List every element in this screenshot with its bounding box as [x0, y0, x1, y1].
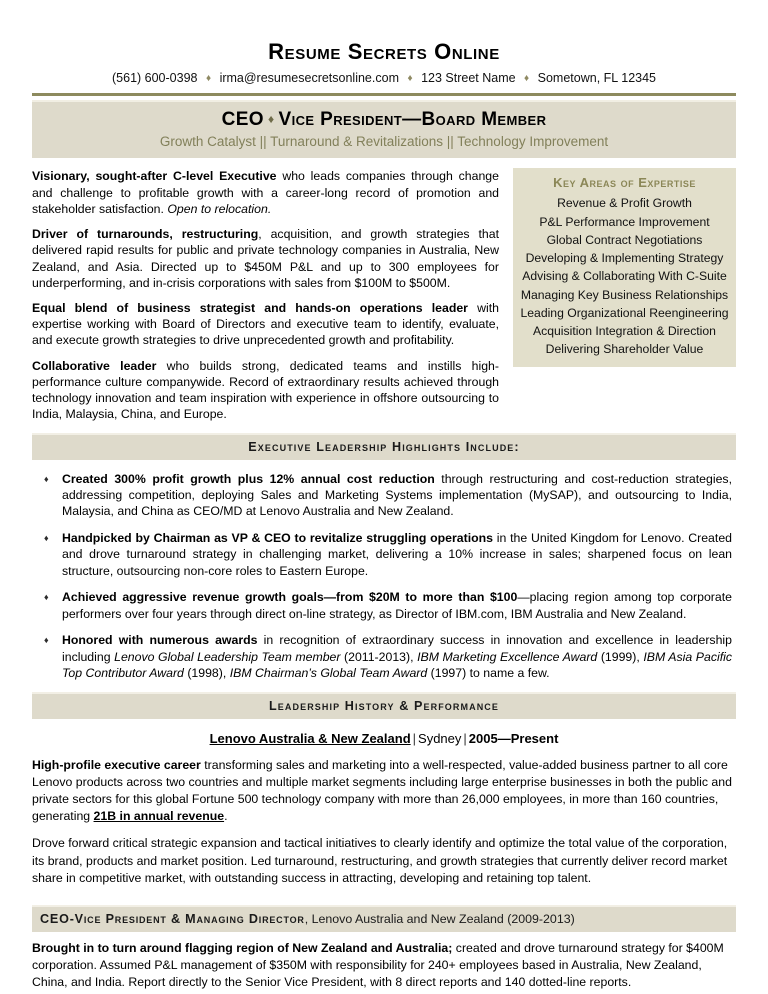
list-item: [36, 471, 732, 520]
role-subtitle: , Lenovo Australia and New Zealand (2009-2013): [304, 912, 575, 926]
list-item-text: [62, 471, 732, 520]
header-divider: [32, 93, 736, 96]
list-item: [36, 632, 732, 681]
list-item-bold: Achieved aggressive revenue growth goals—from $20M to more than $100: [62, 590, 518, 605]
spacer: [32, 682, 736, 692]
bullet-diamond-icon: ♦: [44, 473, 49, 484]
history-paragraph: Drove forward critical strategic expansion and tactical initiatives to clearly identify and optimize the total value of the corporation, its brand, products and market position. Led turnaround, restructuring, and growth strategies that currently deliver record market share in competitive market, with outstanding success in attracting, developing and retaining top talent.: [32, 836, 728, 885]
contact-street: 123 Street Name: [421, 71, 516, 86]
key-area-item: Revenue & Profit Growth: [557, 196, 692, 211]
headline-subtitle: Growth Catalyst || Turnaround & Revitalizations || Technology Improvement: [159, 134, 609, 150]
summary-italic-tail: Open to relocation.: [167, 201, 272, 216]
list-item: [36, 589, 732, 622]
job-company: Lenovo Australia & New Zealand: [209, 730, 411, 746]
summary-column: [32, 168, 513, 422]
list-item-text: [62, 632, 732, 681]
job-heading: [32, 731, 736, 748]
summary-paragraph: [32, 168, 499, 217]
diamond-separator-icon: ♦: [205, 73, 212, 85]
role-paragraph: [32, 940, 736, 992]
history-body: transforming sales and marketing into a well-respected, value-added business partner to all core Lenovo products across two countries and multiple market segments including large enterprise businesses in both the public and private sectors for this global Fortune 500 technology company with more than 26,000 employees, in more than 160 countries, generating: [32, 757, 732, 824]
summary-lead: Visionary, sought-after C-level Executive: [32, 169, 277, 184]
key-area-item: Developing & Implementing Strategy: [525, 251, 724, 266]
summary-paragraph: [32, 226, 499, 291]
contact-email[interactable]: irma@resumesecretsonline.com: [219, 71, 399, 86]
summary-lead: Driver of turnarounds, restructuring: [32, 227, 259, 242]
section-bar-role: [32, 905, 736, 932]
history-paragraph: [32, 757, 736, 826]
headline-title: [38, 109, 730, 131]
list-item-bold: Handpicked by Chairman as VP & CEO to revitalize struggling operations: [62, 530, 494, 545]
diamond-separator-icon: ♦: [407, 73, 413, 85]
summary-body: with expertise working with Board of Directors and executive team to identify, evaluate, and execute growth strategies to drive unprecedented growth and profitability.: [32, 301, 499, 348]
summary-paragraph: [32, 358, 499, 423]
spacer: [32, 932, 736, 940]
list-item-text: [62, 530, 732, 579]
headline-part-one: CEO: [221, 109, 264, 131]
bullet-diamond-icon: ♦: [44, 592, 49, 603]
key-areas-title: Key Areas of Expertise: [553, 175, 696, 191]
list-item-rest: through restructuring and cost-reduction strategies, addressing competition, deploying Sales and Marketing Systems implementation (MySAP), and outsourcing to India, Malaysia, and China as CEO/MD at Lenovo Australia and New Zealand.: [62, 471, 732, 519]
section-bar-highlights: Executive Leadership Highlights Include:: [32, 433, 736, 460]
role-body: created and drove turnaround strategy for $400M corporation. Assumed P&L management of $350M with responsibility for 240+ employees based in Australia, New Zealand, China, and India. Report directly to the Senior Vice President, with 8 direct reports and 140 dotted-line reports.: [32, 941, 724, 990]
contact-phone: (561) 600-0398: [112, 71, 198, 86]
contact-city-state-zip: Sometown, FL 12345: [537, 71, 656, 86]
bullet-diamond-icon: ♦: [44, 532, 49, 543]
key-area-item: Global Contract Negotiations: [546, 232, 703, 247]
headline-diamond-icon: ♦: [267, 112, 275, 127]
job-city: Sydney: [418, 730, 462, 746]
job-dates: 2005—Present: [468, 730, 559, 746]
contact-line: [32, 70, 736, 91]
award-year: (1999),: [597, 649, 644, 664]
highlights-list: [32, 471, 736, 682]
key-area-item: Managing Key Business Relationships: [520, 287, 729, 302]
summary-lead: Equal blend of business strategist and hands-on operations leader: [32, 301, 468, 315]
award-year: (1997) to name a few.: [427, 666, 550, 681]
summary-body: who builds strong, dedicated teams and instills high-performance culture companywide. Record of extraordinary results achieved through technology innovation and team inspiration with experience in offshore outsourcing to India, Malaysia, China, and Europe.: [32, 358, 499, 422]
key-area-item: Delivering Shareholder Value: [545, 342, 704, 357]
list-item-text: [62, 589, 732, 622]
key-area-item: Acquisition Integration & Direction: [533, 324, 716, 338]
award-name: IBM Marketing Excellence Award: [417, 649, 598, 664]
award-year: (2011-2013),: [340, 649, 418, 664]
page-title: Resume Secrets Online: [268, 39, 500, 64]
headline-part-two: Vice President—Board Member: [278, 109, 547, 131]
award-name: IBM Chairman’s Global Team Award: [229, 666, 428, 681]
section-bar-history: Leadership History & Performance: [32, 692, 736, 719]
award-name: Lenovo Global Leadership Team member: [114, 649, 341, 664]
key-area-item: Advising & Collaborating With C-Suite: [522, 269, 727, 284]
bullet-diamond-icon: ♦: [44, 635, 49, 646]
role-lead: Brought in to turn around flagging region of New Zealand and Australia;: [32, 941, 453, 955]
title-banner: [32, 100, 736, 158]
awards-bold: Honored with numerous awards: [62, 633, 258, 648]
spacer: [32, 423, 736, 433]
summary-body: , acquisition, and growth strategies that delivered rapid results for public and private technology companies in Australia, New Zealand, and Asia. Directed up to $450M P&L and up to 300 employees for underperforming, and in-crisis corporations with sales from $100M to $500M.: [32, 227, 499, 290]
history-highlight: 21B in annual revenue: [93, 809, 225, 824]
list-item-rest: —placing region among top corporate performers over four years through direct on-line strategy, as Director of IBM.com, IBM Australia and New Zealand.: [62, 590, 732, 621]
history-lead: High-profile executive career: [32, 757, 201, 772]
list-item: [36, 530, 732, 579]
summary-section: [32, 168, 736, 422]
history-tail: .: [224, 809, 228, 824]
document-header: [32, 40, 736, 96]
list-item-rest: in the United Kingdom for Lenovo. Created and drove turnaround strategy in challenging market, delivering a 10% increase in sales; sharpened focus on lean structure, outsourcing non-core roles to Eastern Europe.: [62, 530, 732, 578]
key-area-item: P&L Performance Improvement: [539, 214, 710, 229]
spacer: [32, 897, 736, 905]
awards-seg1: in recognition of extraordinary success in innovation and excellence in leadership including: [62, 633, 732, 664]
summary-body: who leads companies through change and challenge to profitable growth with a career-long record of promotion and stakeholder satisfaction.: [32, 169, 499, 216]
role-title: CEO-Vice President & Managing Director: [40, 912, 305, 926]
job-separator: |: [412, 730, 417, 746]
summary-lead: Collaborative leader: [32, 358, 157, 373]
diamond-separator-icon: ♦: [524, 73, 530, 85]
award-year: (1998),: [183, 666, 230, 681]
summary-paragraph: [32, 300, 499, 349]
award-name: IBM Asia Pacific Top Contributor Award: [62, 649, 732, 681]
list-item-bold: Created 300% profit growth plus 12% annual cost reduction: [62, 471, 435, 486]
key-area-item: Leading Organizational Reengineering: [520, 305, 729, 320]
key-areas-box: [513, 168, 736, 367]
job-separator: |: [463, 730, 467, 746]
